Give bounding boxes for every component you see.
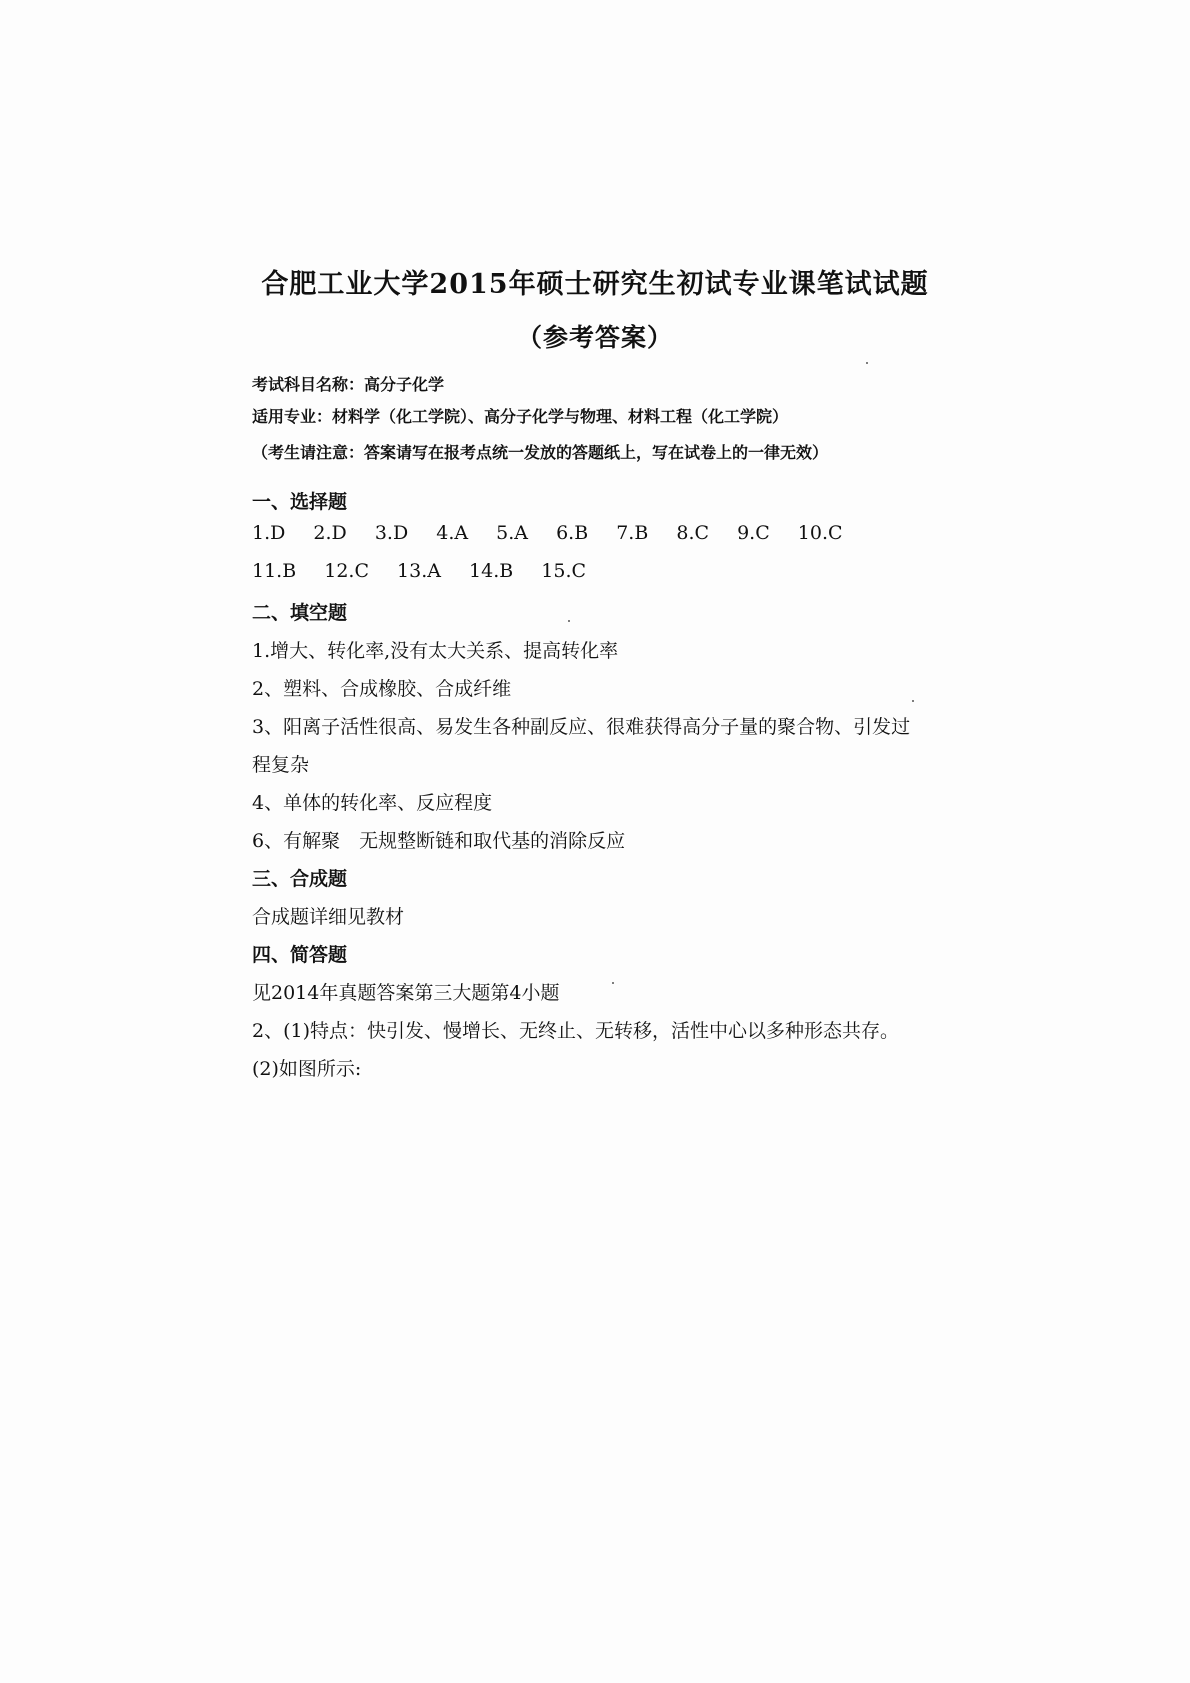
choice-answer: 7.B <box>616 522 649 544</box>
fill-answer-continued: 程复杂 <box>252 754 310 776</box>
fill-answer: 3、阳离子活性很高、易发生各种副反应、很难获得高分子量的聚合物、引发过 <box>252 716 911 738</box>
choice-answers-row-2 <box>252 560 608 582</box>
scan-speck <box>612 982 614 984</box>
scan-speck <box>912 700 914 702</box>
choice-answer: 2.D <box>313 522 347 544</box>
choice-answer: 9.C <box>737 522 770 544</box>
fill-answer: 2、塑料、合成橡胶、合成纤维 <box>252 678 512 700</box>
fill-answer: 1.增大、转化率,没有太大关系、提高转化率 <box>252 640 619 662</box>
scan-speck <box>568 620 570 622</box>
synthesis-answer: 合成题详细见教材 <box>252 906 405 928</box>
scan-speck <box>866 362 868 364</box>
choice-answer: 5.A <box>496 522 529 544</box>
short-answer: (2)如图所示: <box>252 1058 362 1080</box>
choice-answer: 11.B <box>252 560 297 582</box>
section-heading-fill: 二、填空题 <box>252 602 348 624</box>
choice-answer: 10.C <box>797 522 843 544</box>
document-subtitle: （参考答案） <box>516 323 673 352</box>
choice-answers-row-1 <box>252 522 865 544</box>
choice-answer: 6.B <box>556 522 589 544</box>
choice-answer: 13.A <box>397 560 441 582</box>
short-answer: 2、(1)特点：快引发、慢增长、无终止、无转移，活性中心以多种形态共存。 <box>252 1020 900 1042</box>
choice-answer: 15.C <box>541 560 587 582</box>
short-answer: 见2014年真题答案第三大题第4小题 <box>252 982 560 1004</box>
choice-answer: 1.D <box>252 522 286 544</box>
section-heading-synthesis: 三、合成题 <box>252 868 348 890</box>
choice-answer: 3.D <box>374 522 409 544</box>
exam-subject: 考试科目名称：高分子化学 <box>252 375 445 394</box>
section-heading-short-answer: 四、简答题 <box>252 944 348 966</box>
applicable-majors: 适用专业：材料学（化工学院）、高分子化学与物理、材料工程（化工学院） <box>252 407 789 426</box>
choice-answer: 8.C <box>676 522 710 544</box>
fill-answer: 6、有解聚 无规整断链和取代基的消除反应 <box>252 830 626 852</box>
fill-answer: 4、单体的转化率、反应程度 <box>252 792 493 814</box>
section-heading-choice: 一、选择题 <box>252 491 348 513</box>
choice-answer: 4.A <box>436 522 469 544</box>
choice-answer: 12.C <box>324 560 369 582</box>
exam-notice: （考生请注意：答案请写在报考点统一发放的答题纸上，写在试卷上的一律无效） <box>252 443 829 462</box>
document-title: 合肥工业大学2015年硕士研究生初试专业课笔试试题 <box>261 269 929 300</box>
choice-answer: 14.B <box>469 560 514 582</box>
